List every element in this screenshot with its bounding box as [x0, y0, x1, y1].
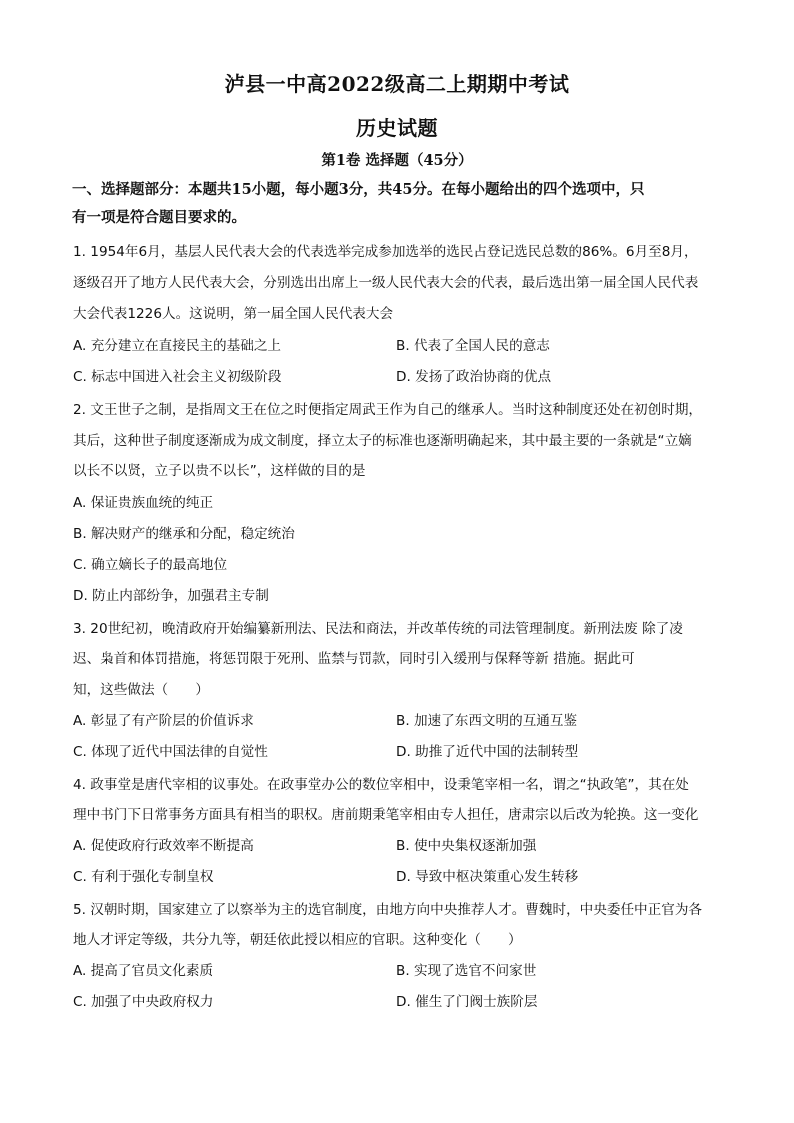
- option-d: D. 防止内部纷争，加强君主专制: [73, 588, 269, 604]
- option-c: C. 加强了中央政府权力: [73, 994, 214, 1010]
- option-b: B. 实现了选官不问家世: [396, 963, 537, 979]
- question-text-line: 理中书门下日常事务方面具有相当的职权。唐前期秉笔宰相由专人担任，唐肃宗以后改为轮换。这一变化: [73, 807, 699, 823]
- option-b: B. 使中央集权逐渐加强: [396, 838, 537, 854]
- option-a: A. 充分建立在直接民主的基础之上: [73, 338, 282, 354]
- option-c: C. 标志中国进入社会主义初级阶段: [73, 369, 282, 385]
- question-text-line: 1. 1954年6月，基层人民代表大会的代表选举完成参加选举的选民占登记选民总数的86%。6月至8月，: [73, 244, 698, 260]
- option-b: B. 加速了东西文明的互通互鉴: [396, 713, 578, 729]
- option-c: C. 有利于强化专制皇权: [73, 869, 214, 885]
- option-c: C. 体现了近代中国法律的自觉性: [73, 744, 268, 760]
- question-text-line: 知，这些做法（ ）: [73, 682, 209, 698]
- question-text-line: 5. 汉朝时期，国家建立了以察举为主的选官制度，由地方向中央推荐人才。曹魏时，中央委任中正官为各: [73, 902, 703, 918]
- option-d: D. 助推了近代中国的法制转型: [396, 744, 579, 760]
- question-text-line: 4. 政事堂是唐代宰相的议事处。在政事堂办公的数位宰相中，设秉笔宰相一名，谓之“执政笔”，其在处: [73, 777, 689, 793]
- question-text-line: 迟、枭首和体罚措施，将惩罚限于死刑、监禁与罚款，同时引入缓刑与保释等新 措施。据此可: [73, 651, 635, 667]
- instruction-line-2: 有一项是符合题目要求的。: [72, 209, 246, 226]
- question-text-line: 逐级召开了地方人民代表大会，分别选出出席上一级人民代表大会的代表，最后选出第一届全国人民代表: [73, 275, 699, 291]
- section-title: 第1卷 选择题（45分）: [321, 152, 473, 169]
- option-b: B. 解决财产的继承和分配，稳定统治: [73, 526, 295, 542]
- option-b: B. 代表了全国人民的意志: [396, 338, 550, 354]
- instruction-line-1: 一、选择题部分：本题共15小题，每小题3分，共45分。在每小题给出的四个选项中，只: [72, 181, 645, 198]
- question-text-line: 3. 20世纪初，晚清政府开始编纂新刑法、民法和商法，并改革传统的司法管理制度。新刑法废 除了凌: [73, 621, 683, 637]
- option-d: D. 催生了门阀士族阶层: [396, 994, 538, 1010]
- option-d: D. 导致中枢决策重心发生转移: [396, 869, 579, 885]
- question-text-line: 大会代表1226人。这说明，第一届全国人民代表大会: [73, 306, 394, 322]
- exam-title: 泸县一中高2022级高二上期期中考试: [224, 72, 570, 96]
- option-a: A. 提高了官员文化素质: [73, 963, 214, 979]
- option-a: A. 彰显了有产阶层的价值诉求: [73, 713, 254, 729]
- question-text-line: 以长不以贤，立子以贵不以长”，这样做的目的是: [73, 463, 366, 479]
- option-d: D. 发扬了政治协商的优点: [396, 369, 552, 385]
- question-text-line: 地人才评定等级，共分九等，朝廷依此授以相应的官职。这种变化（ ）: [73, 932, 522, 948]
- option-a: A. 保证贵族血统的纯正: [73, 495, 214, 511]
- question-text-line: 2. 文王世子之制，是指周文王在位之时便指定周武王作为自己的继承人。当时这种制度还处在初创时期，: [73, 402, 703, 418]
- subject-title: 历史试题: [356, 116, 438, 140]
- option-a: A. 促使政府行政效率不断提高: [73, 838, 254, 854]
- option-c: C. 确立嫡长子的最高地位: [73, 557, 228, 573]
- question-text-line: 其后，这种世子制度逐渐成为成文制度，择立太子的标准也逐渐明确起来，其中最主要的一条就是“立嫡: [73, 433, 692, 449]
